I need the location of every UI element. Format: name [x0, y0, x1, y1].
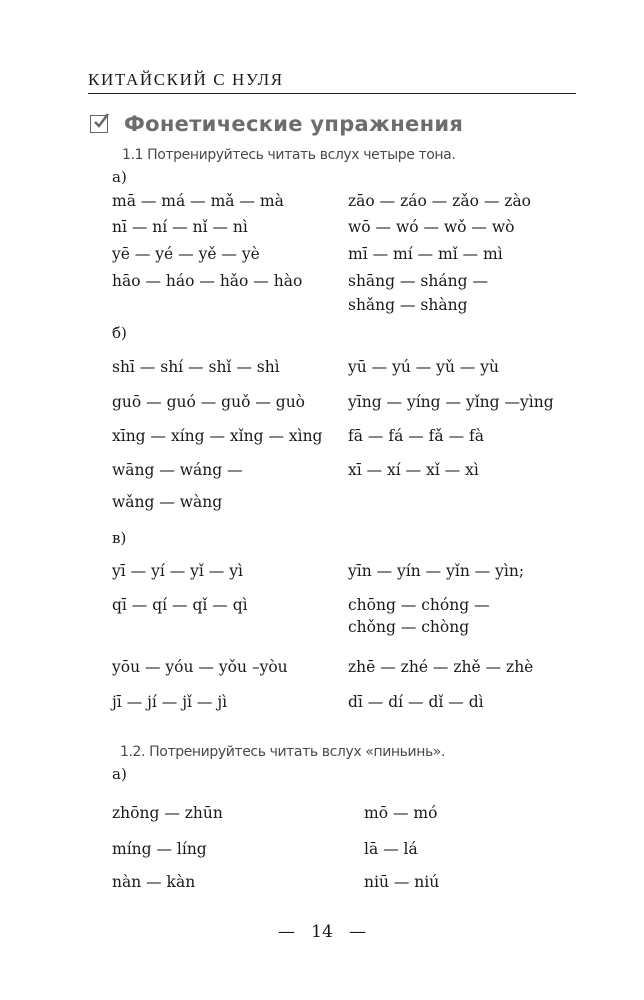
- header-rule: [88, 93, 576, 94]
- ex-item: qī — qí — qǐ — qì: [112, 596, 248, 614]
- ex-item: dī — dí — dǐ — dì: [348, 693, 484, 711]
- running-header: КИТАЙСКИЙ С НУЛЯ: [88, 70, 284, 89]
- ex-item: fā — fá — fǎ — fà: [348, 427, 484, 445]
- ex-item: jī — jí — jǐ — jì: [112, 693, 228, 711]
- ex-item: shǎng — shàng: [348, 296, 468, 314]
- ex-item: nàn — kàn: [112, 873, 196, 891]
- exercise-1-2-instruction: 1.2. Потренируйтесь читать вслух «пиньинь».: [120, 744, 446, 760]
- ex-item: yī — yí — yǐ — yì: [112, 562, 243, 580]
- ex-item: mī — mí — mǐ — mì: [348, 245, 503, 263]
- ex-item: niū — niú: [364, 873, 440, 891]
- ex-item: xī — xí — xǐ — xì: [348, 461, 479, 479]
- ex-item: chǒng — chòng: [348, 618, 470, 636]
- ex-item: mō — mó: [364, 804, 438, 822]
- ex-item: zhē — zhé — zhě — zhè: [348, 658, 534, 676]
- ex-item: hāo — háo — hǎo — hào: [112, 272, 303, 290]
- section-title: Фонетические упражнения: [124, 112, 464, 136]
- ex-item: zhōng — zhūn: [112, 804, 223, 822]
- ex-item: shī — shí — shǐ — shì: [112, 358, 280, 376]
- ex-item: yīn — yín — yǐn — yìn;: [348, 562, 525, 580]
- ex-item: yīng — yíng — yǐng —yìng: [348, 393, 554, 411]
- ex-item: nī — ní — nǐ — nì: [112, 218, 248, 236]
- part-a-label: а): [112, 168, 127, 186]
- ex-item: yōu — yóu — yǒu –yòu: [112, 658, 288, 676]
- checkbox-icon: [90, 115, 108, 133]
- ex-item: shāng — sháng —: [348, 272, 488, 290]
- part-c-label: в): [112, 529, 127, 547]
- ex-item: míng — líng: [112, 840, 207, 858]
- ex-item: wō — wó — wǒ — wò: [348, 218, 515, 236]
- ex-item: zāo — záo — zǎo — zào: [348, 192, 532, 210]
- ex-item: yē — yé — yě — yè: [112, 245, 260, 263]
- ex-item: chōng — chóng —: [348, 596, 490, 614]
- part-a-label: а): [112, 765, 127, 783]
- ex-item: lā — lá: [364, 840, 418, 858]
- ex-item: wǎng — wàng: [112, 493, 223, 511]
- ex-item: wāng — wáng —: [112, 461, 243, 479]
- ex-item: yū — yú — yǔ — yù: [348, 358, 500, 376]
- part-b-label: б): [112, 324, 127, 342]
- ex-item: mā — má — mǎ — mà: [112, 192, 284, 210]
- ex-item: guō — guó — guǒ — guò: [112, 393, 306, 411]
- exercise-1-1-instruction: 1.1 Потренируйтесь читать вслух четыре тона.: [122, 147, 456, 163]
- page-number: — 14 —: [277, 922, 367, 942]
- ex-item: xīng — xíng — xǐng — xìng: [112, 427, 323, 445]
